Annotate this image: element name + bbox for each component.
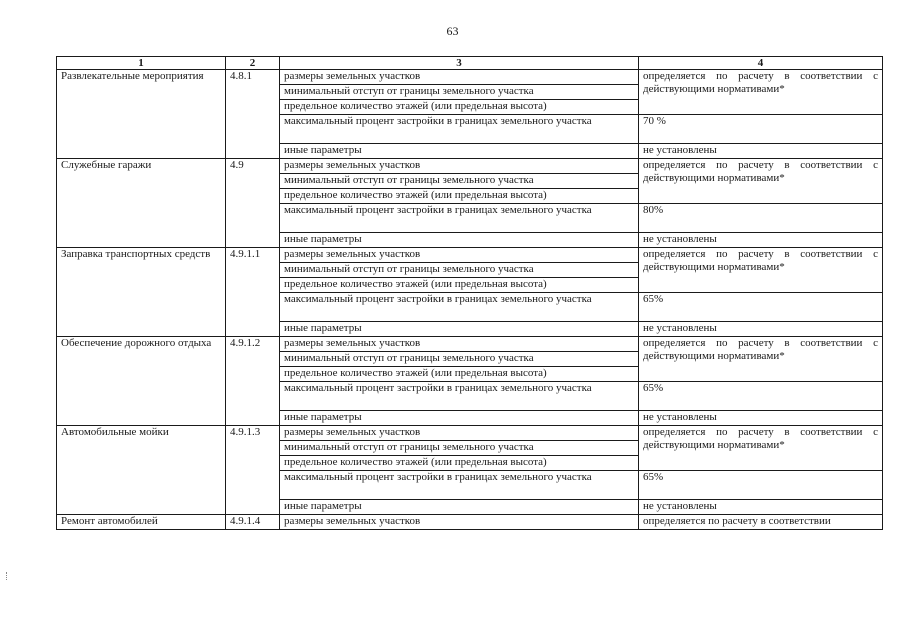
parameter-name: предельное количество этажей (или предельная высота) xyxy=(280,367,639,382)
parameter-name: предельное количество этажей (или предельная высота) xyxy=(280,456,639,471)
parameter-name: размеры земельных участков xyxy=(280,337,639,352)
parameter-value-calculation: определяется по расчету в соответствии с действующими нормативами* xyxy=(639,337,883,382)
parameter-value-calculation: определяется по расчету в соответствии с действующими нормативами* xyxy=(639,70,883,115)
parameter-value-other: не установлены xyxy=(639,500,883,515)
parameter-name: максимальный процент застройки в границах земельного участка xyxy=(280,382,639,411)
parameter-name: максимальный процент застройки в границах земельного участка xyxy=(280,204,639,233)
parameter-value-percent: 80% xyxy=(639,204,883,233)
parameter-value-other: не установлены xyxy=(639,144,883,159)
parameter-value-calculation: определяется по расчету в соответствии с действующими нормативами* xyxy=(639,426,883,471)
table-body xyxy=(57,70,883,530)
parameter-name: максимальный процент застройки в границах земельного участка xyxy=(280,293,639,322)
parameter-name: иные параметры xyxy=(280,411,639,426)
column-header-3: 3 xyxy=(280,57,639,70)
land-use-code: 4.9.1.4 xyxy=(226,515,280,530)
parameter-name: размеры земельных участков xyxy=(280,70,639,85)
parameter-name: иные параметры xyxy=(280,144,639,159)
parameter-name: размеры земельных участков xyxy=(280,159,639,174)
parameter-value-other: не установлены xyxy=(639,411,883,426)
land-use-code: 4.9.1.1 xyxy=(226,248,280,337)
parameter-name: иные параметры xyxy=(280,500,639,515)
land-use-code: 4.9 xyxy=(226,159,280,248)
parameter-name: минимальный отступ от границы земельного участка xyxy=(280,174,639,189)
parameter-value-percent: 65% xyxy=(639,293,883,322)
table-row xyxy=(57,515,883,530)
land-use-name: Автомобильные мойки xyxy=(57,426,226,515)
land-use-code: 4.8.1 xyxy=(226,70,280,159)
scan-edge-mark xyxy=(6,572,9,580)
parameter-name: предельное количество этажей (или предельная высота) xyxy=(280,189,639,204)
land-use-name: Обеспечение дорожного отдыха xyxy=(57,337,226,426)
land-use-name: Служебные гаражи xyxy=(57,159,226,248)
parameter-name: предельное количество этажей (или предельная высота) xyxy=(280,278,639,293)
parameter-name: максимальный процент застройки в границах земельного участка xyxy=(280,471,639,500)
table-header-row xyxy=(57,57,883,70)
parameter-name: минимальный отступ от границы земельного участка xyxy=(280,85,639,100)
parameter-name: предельное количество этажей (или предельная высота) xyxy=(280,100,639,115)
parameter-value-calculation: определяется по расчету в соответствии с действующими нормативами* xyxy=(639,248,883,293)
parameter-name: размеры земельных участков xyxy=(280,515,639,530)
parameter-value-calculation: определяется по расчету в соответствии xyxy=(639,515,883,530)
table-row xyxy=(57,248,883,263)
parameter-name: иные параметры xyxy=(280,233,639,248)
land-use-name: Ремонт автомобилей xyxy=(57,515,226,530)
table-row xyxy=(57,337,883,352)
column-header-4: 4 xyxy=(639,57,883,70)
parameter-value-other: не установлены xyxy=(639,322,883,337)
parameter-name: минимальный отступ от границы земельного участка xyxy=(280,441,639,456)
land-use-name: Развлекательные мероприятия xyxy=(57,70,226,159)
parameter-name: размеры земельных участков xyxy=(280,248,639,263)
page-number: 63 xyxy=(446,24,459,38)
parameter-value-other: не установлены xyxy=(639,233,883,248)
parameter-name: иные параметры xyxy=(280,322,639,337)
parameter-name: максимальный процент застройки в границах земельного участка xyxy=(280,115,639,144)
parameter-value-calculation: определяется по расчету в соответствии с действующими нормативами* xyxy=(639,159,883,204)
parameter-value-percent: 65% xyxy=(639,471,883,500)
land-use-parameters-table xyxy=(56,56,883,530)
land-use-code: 4.9.1.2 xyxy=(226,337,280,426)
land-use-name: Заправка транспортных средств xyxy=(57,248,226,337)
parameter-name: минимальный отступ от границы земельного участка xyxy=(280,352,639,367)
parameter-name: размеры земельных участков xyxy=(280,426,639,441)
parameter-value-percent: 70 % xyxy=(639,115,883,144)
table-row xyxy=(57,426,883,441)
parameter-name: минимальный отступ от границы земельного участка xyxy=(280,263,639,278)
table-row xyxy=(57,70,883,85)
column-header-2: 2 xyxy=(226,57,280,70)
table-row xyxy=(57,159,883,174)
column-header-1: 1 xyxy=(57,57,226,70)
land-use-code: 4.9.1.3 xyxy=(226,426,280,515)
parameter-value-percent: 65% xyxy=(639,382,883,411)
